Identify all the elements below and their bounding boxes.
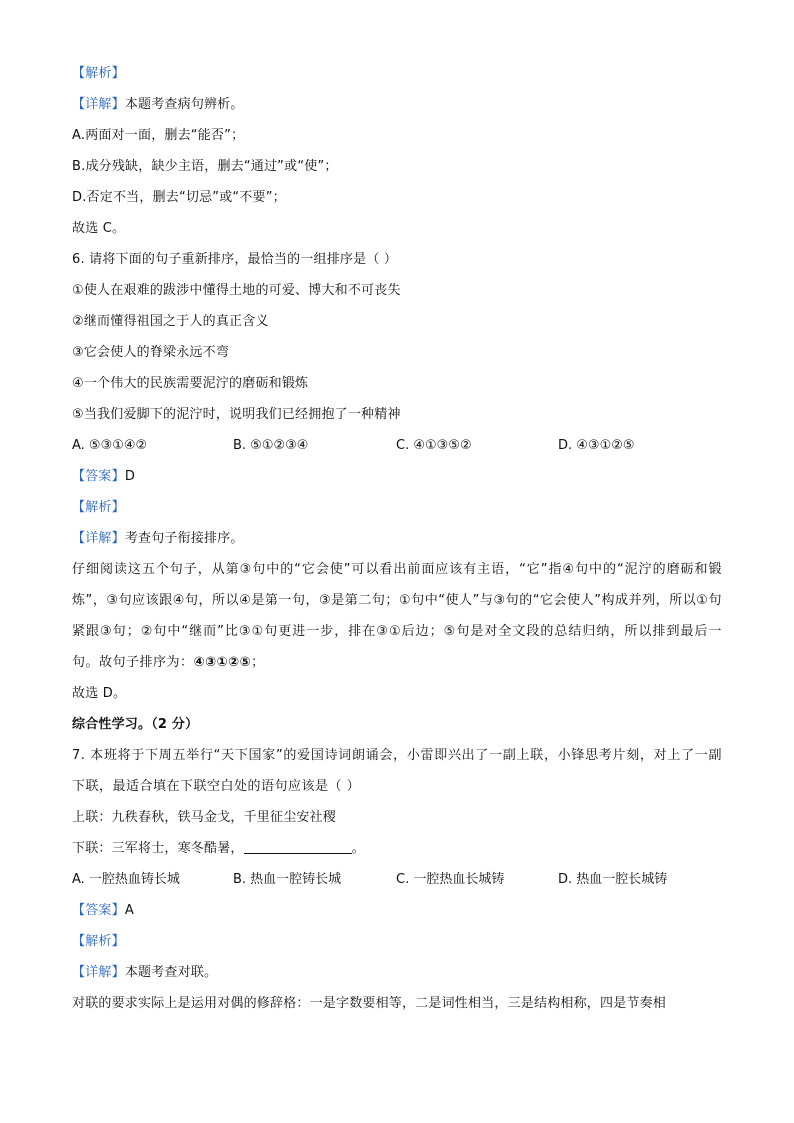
detail-text: 本题考查病句辨析。: [124, 97, 244, 112]
option-d: D. ④③①②⑤: [558, 438, 635, 453]
detail-label: 【详解】: [72, 97, 125, 112]
question-6-options: [72, 430, 722, 461]
analysis-heading: [72, 492, 722, 523]
answer-label: 【答案】: [72, 903, 125, 918]
upper-couplet: 上联：九秩春秋，铁马金戈，千里征尘安社稷: [72, 810, 337, 825]
sentence-3: ③它会使人的脊梁永远不弯: [72, 345, 230, 360]
sentence-1: ①使人在艰难的跋涉中懂得土地的可爱、博大和不可丧失: [72, 283, 401, 298]
detail-text: 本题考查对联。: [124, 965, 218, 980]
document-page: [72, 58, 722, 1019]
sentence-2: ②继而懂得祖国之于人的真正含义: [72, 314, 269, 329]
option-a-explanation: A.两面对一面，删去“能否”；: [72, 128, 245, 143]
lower-couplet-prefix: 下联：三军将士，寒冬酷暑，: [72, 841, 244, 856]
choose-line: 故选 D。: [72, 686, 127, 701]
detail-label: 【详解】: [72, 531, 125, 546]
analysis-label: 【解析】: [72, 934, 125, 949]
option-b: B. 热血一腔铸长城: [233, 872, 342, 887]
question-7-stem: 7. 本班将于下周五举行“天下国家”的爱国诗词朗诵会，小雷即兴出了一副上联，小锋思考片刻，对上了一副下联，最适合填在下联空白处的语句应该是（ ）: [72, 748, 722, 794]
choose-line: 故选 C。: [72, 221, 126, 236]
answer-blank: [244, 839, 352, 854]
detail-line: [72, 89, 722, 120]
option-d: D. 热血一腔长城铸: [558, 872, 668, 887]
option-b-explanation: B.成分残缺，缺少主语，删去“通过”或“使”；: [72, 159, 338, 174]
answer-value: D: [124, 469, 136, 484]
explanation-end: ；: [251, 655, 265, 670]
detail-text: 考查句子衔接排序。: [124, 531, 244, 546]
section-title: 综合性学习。（2 分）: [72, 717, 199, 732]
option-d-explanation: D.否定不当，删去“切忌”或“不要”；: [72, 190, 286, 205]
question-6-stem: 6. 请将下面的句子重新排序，最恰当的一组排序是（ ）: [72, 252, 398, 267]
analysis-heading: [72, 926, 722, 957]
analysis-heading: [72, 58, 722, 89]
detail-label: 【详解】: [72, 965, 125, 980]
option-a: A. 一腔热血铸长城: [72, 872, 180, 887]
answer-line: [72, 461, 722, 492]
explanation-order: ④③①②⑤: [193, 655, 252, 670]
analysis-label: 【解析】: [72, 500, 125, 515]
sentence-4: ④一个伟大的民族需要泥泞的磨砺和锻炼: [72, 376, 309, 391]
lower-couplet-suffix: 。: [351, 841, 365, 856]
option-b: B. ⑤①②③④: [233, 438, 309, 453]
explanation-paragraph: [72, 554, 722, 678]
lower-couplet: [72, 833, 722, 864]
analysis-label: 【解析】: [72, 66, 125, 81]
detail-line: [72, 523, 722, 554]
explanation-text: 仔细阅读这五个句子，从第③句中的“它会使”可以看出前面应该有主语，“它”指④句中的“泥泞的磨砺和锻炼”，③句应该跟④句，所以④是第一句，③是第二句；①句中“使人”与③句的“它会使人”构成并列，所以①句紧跟③句；②句中“继而”比③①句更进一步，排在③①后边；⑤句是对全文段的总结归纳，所以排到最后一句。故句子排序为：: [72, 562, 722, 670]
option-c: C. 一腔热血长城铸: [396, 872, 505, 887]
answer-line: [72, 895, 722, 926]
sentence-5: ⑤当我们爱脚下的泥泞时，说明我们已经拥抱了一种精神: [72, 407, 401, 422]
question-7-options: [72, 864, 722, 895]
option-c: C. ④①③⑤②: [396, 438, 472, 453]
answer-value: A: [124, 903, 134, 918]
detail-line: [72, 957, 722, 988]
explanation-line: 对联的要求实际上是运用对偶的修辞格：一是字数要相等，二是词性相当，三是结构相称，四是节奏相: [72, 996, 667, 1011]
answer-label: 【答案】: [72, 469, 125, 484]
option-a: A. ⑤③①④②: [72, 438, 148, 453]
